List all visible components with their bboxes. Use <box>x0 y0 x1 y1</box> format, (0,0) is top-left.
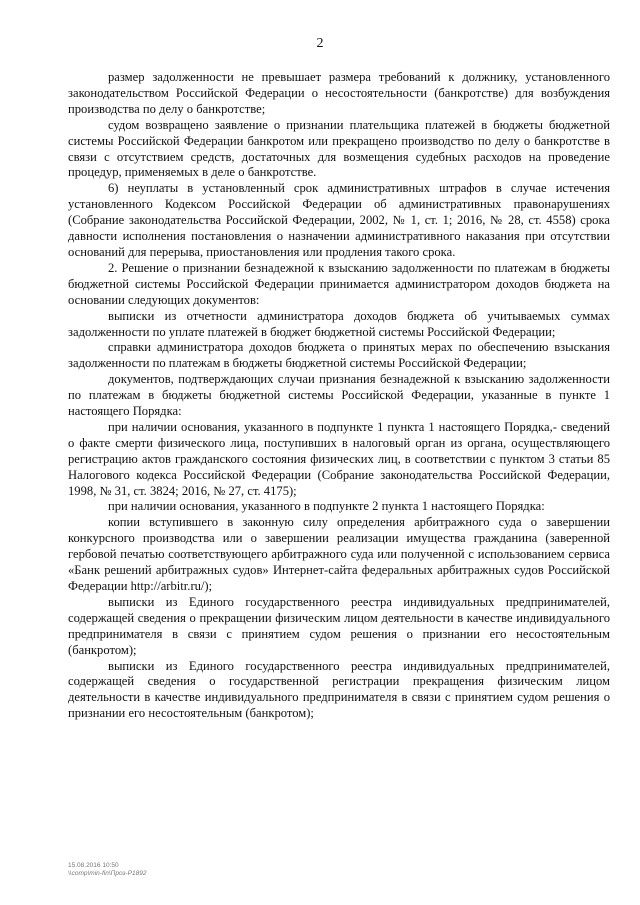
paragraph: выписки из отчетности администратора доходов бюджета об учитываемых суммах задолженности по уплате платежей в бюджет бюджетной системы Российской Федерации; <box>68 308 610 339</box>
paragraph: при наличии основания, указанного в подпункте 1 пункта 1 настоящего Порядка,- сведений о факте смерти физического лица, поступивших в налоговый орган из органа, осуществляющего регистрацию актов гражданского состояния физических лиц, в соответствии с пунктом 3 статьи 85 Налогового кодекса Российской Федерации (Собрание законодательства Российской Федерации, 1998, № 31, ст. 3824; 2016, № 27, ст. 4175); <box>68 419 610 498</box>
paragraph: копии вступившего в законную силу определения арбитражного суда о завершении конкурсного производства или о завершении реализации имущества гражданина (заверенной гербовой печатью соответствующего арбитражного суда или полученной с использованием сервиса «Банк решений арбитражных судов» Интернет-сайта федеральных арбитражных судов Российской Федерации http://arbitr.ru/); <box>68 515 610 593</box>
page-number: 2 <box>316 36 324 51</box>
paragraph: 6) неуплаты в установленный срок административных штрафов в случае истечения установленного Кодексом Российской Федерации об административных правонарушениях (Собрание законодательства Российской Федерации, 2002, № 1, ст. 1; 2016, № 28, ст. 4558) срока давности исполнения постановления о назначении административного наказания при отсутствии оснований для перерыва, приостановления или продления такого срока. <box>68 181 610 259</box>
footer-file-code: \\comp\min-fin\Проз-Р1892 <box>68 870 147 877</box>
paragraph: при наличии основания, указанного в подпункте 2 пункта 1 настоящего Порядка: <box>108 499 545 514</box>
paragraph: выписки из Единого государственного реестра индивидуальных предпринимателей, содержащей сведения о прекращении физическим лицом деятельности в качестве индивидуального предпринимателя в связи с принятием судом решения о признании его несостоятельным (банкротом); <box>68 594 610 657</box>
paragraph: справки администратора доходов бюджета о принятых мерах по обеспечению взыскания задолженности по платежам в бюджеты бюджетной системы Российской Федерации; <box>68 340 610 371</box>
paragraph: судом возвращено заявление о признании плательщика платежей в бюджеты бюджетной системы Российской Федерации банкротом или прекращено производство по делу о банкротстве в связи с отсутствием средств, достаточных для возмещения судебных расходов на проведение процедур, применяемых в деле о банкротстве. <box>68 117 610 180</box>
paragraph: документов, подтверждающих случаи признания безнадежной к взысканию задолженности по платежам в бюджеты бюджетной системы Российской Федерации, указанные в пункте 1 настоящего Порядка: <box>68 372 610 419</box>
footer-timestamp: 15.08.2016 10:50 <box>68 862 119 869</box>
paragraph: размер задолженности не превышает размера требований к должнику, установленного законодательством Российской Федерации о несостоятельности (банкротстве) для возбуждения производства по делу о банкротстве; <box>68 70 610 116</box>
document-footer <box>68 862 146 878</box>
paragraph: выписки из Единого государственного реестра индивидуальных предпринимателей, содержащей сведения о государственной регистрации прекращения физическим лицом деятельности в качестве индивидуального предпринимателя в связи с принятием судом решения о признании его несостоятельным (банкротом); <box>68 658 610 721</box>
paragraph: 2. Решение о признании безнадежной к взысканию задолженности по платежам в бюджеты бюджетной системы Российской Федерации принимается администратором доходов бюджета на основании следующих документов: <box>68 260 610 307</box>
document-body <box>68 70 610 722</box>
